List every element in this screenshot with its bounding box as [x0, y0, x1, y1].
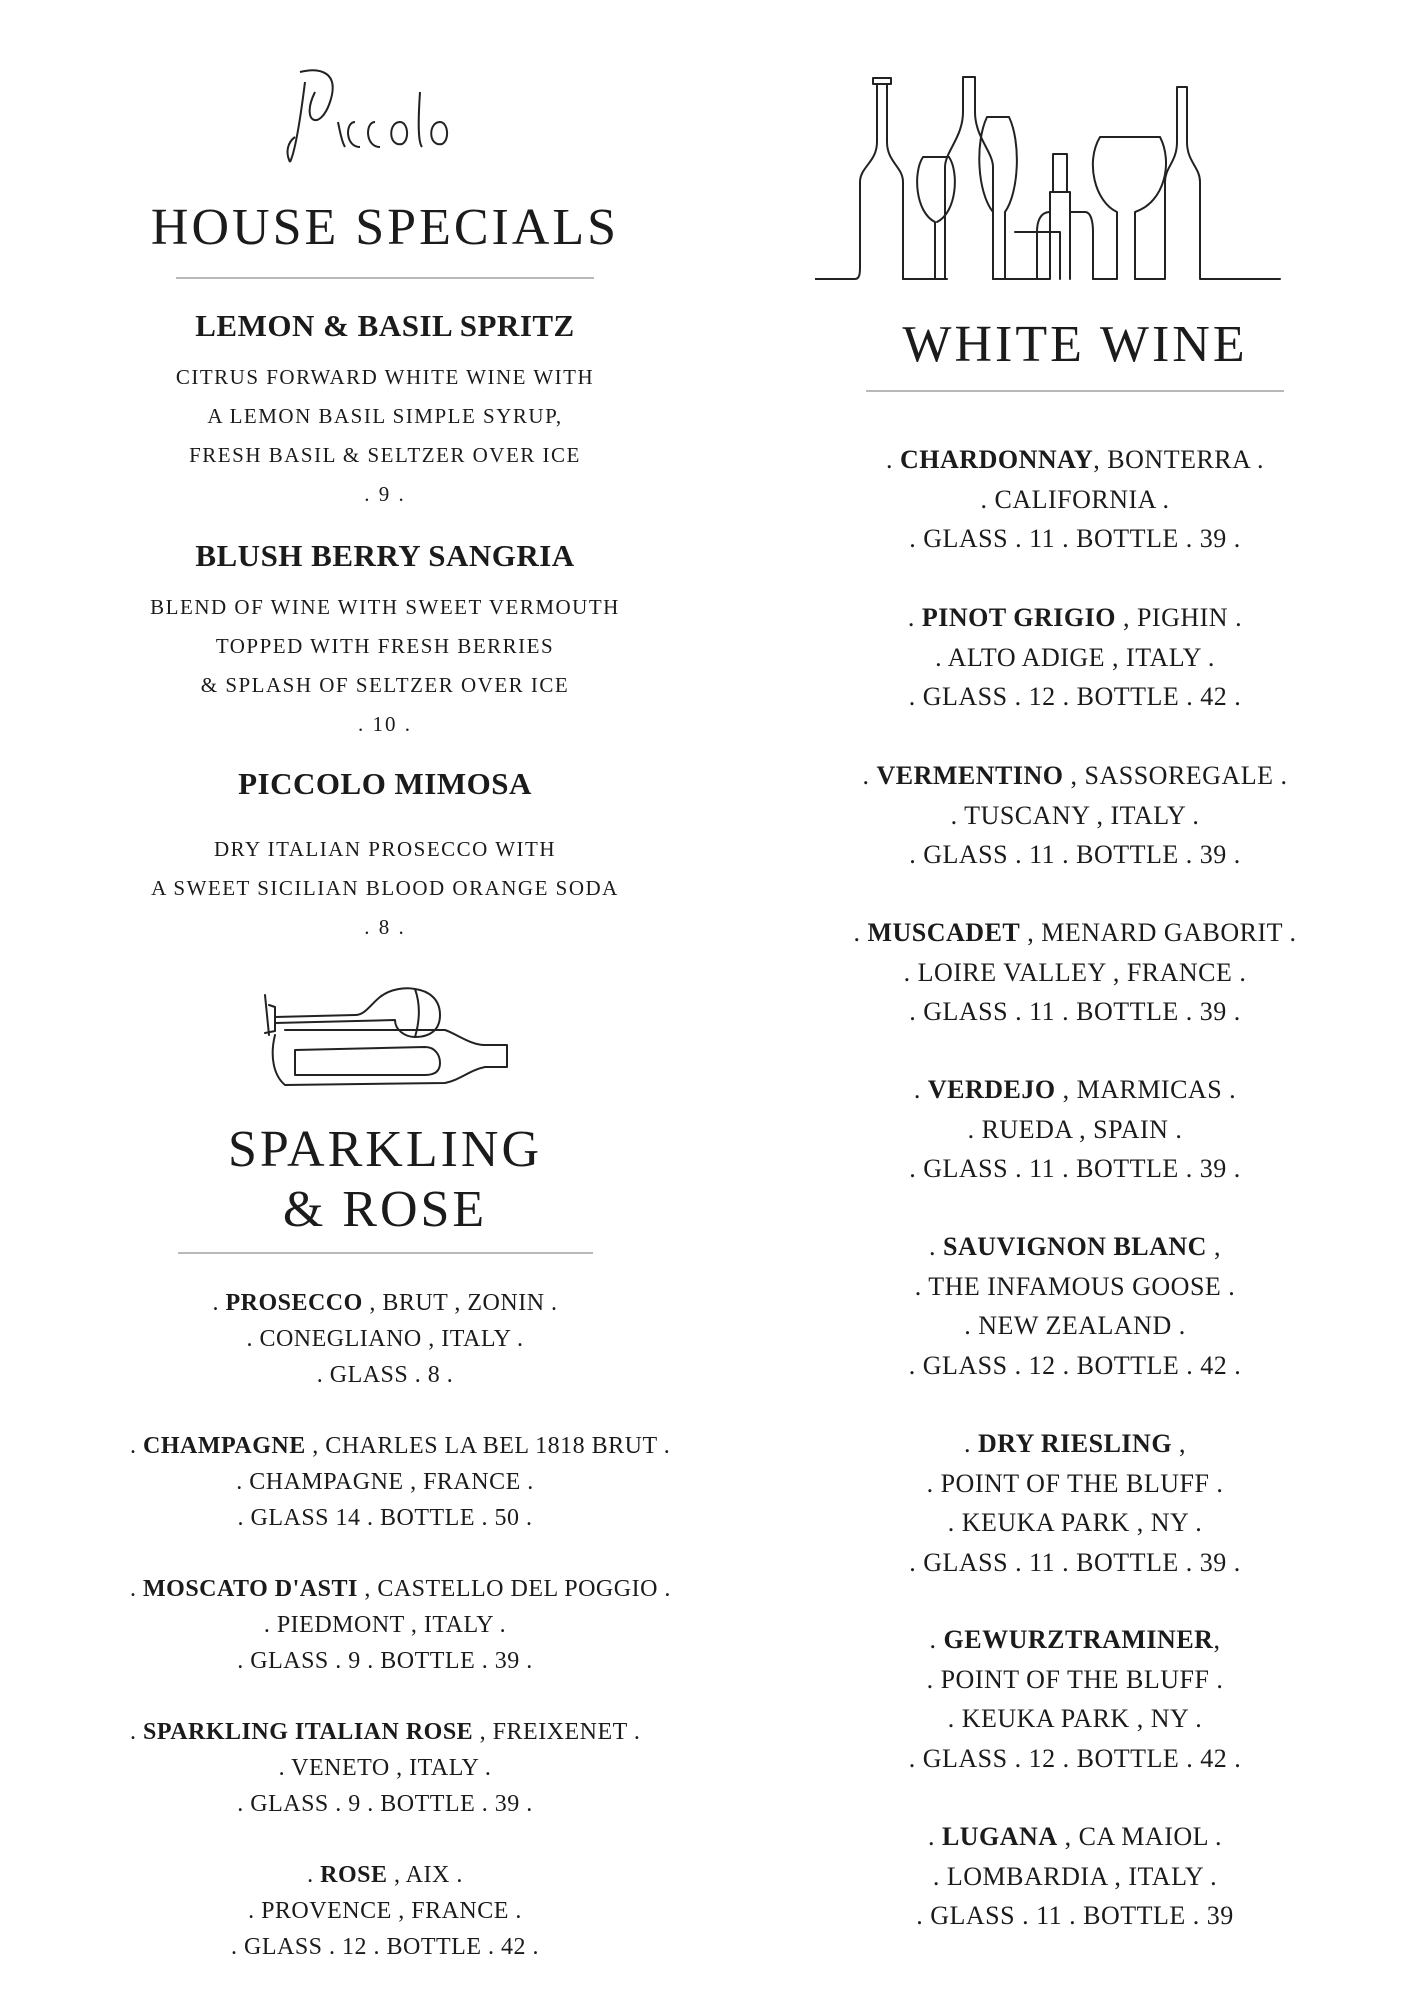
white-wine-item: [830, 1070, 1320, 1189]
sparkling-title-line1: SPARKLING: [227, 1121, 543, 1178]
special-name: BLUSH BERRY SANGRIA: [195, 538, 575, 573]
special-price: . 10 .: [358, 712, 412, 736]
wine-name: VERMENTINO: [876, 761, 1064, 790]
special-desc-line: BLEND OF WINE WITH SWEET VERMOUTH: [150, 595, 620, 619]
sparkling-item: [130, 1714, 640, 1822]
wine-name: SPARKLING ITALIAN ROSE: [143, 1719, 474, 1745]
wine-title-line: . GEWURZTRAMINER,: [929, 1625, 1221, 1654]
wine-region: . CONEGLIANO , ITALY .: [246, 1326, 524, 1352]
wine-price: . GLASS . 11 . BOTTLE . 39 .: [909, 1547, 1241, 1577]
wine-name: PROSECCO: [225, 1290, 363, 1316]
sparkling-item: [130, 1571, 671, 1679]
wine-detail: . KEUKA PARK , NY .: [947, 1508, 1203, 1537]
special-name: LEMON & BASIL SPRITZ: [195, 308, 575, 343]
wine-title-line: . VERDEJO , MARMICAS .: [913, 1075, 1237, 1104]
wine-name: MUSCADET: [867, 918, 1021, 947]
wine-detail: . POINT OF THE BLUFF .: [926, 1468, 1224, 1498]
special-item: [130, 308, 640, 514]
sparkling-item: [130, 1285, 640, 1393]
sparkling-item: [130, 1857, 640, 1965]
wine-name: LUGANA: [941, 1822, 1058, 1851]
white-wine-item: [830, 1424, 1320, 1582]
wine-title-line: . DRY RIESLING ,: [963, 1429, 1187, 1458]
wine-price: . GLASS . 12 . BOTTLE . 42 .: [908, 1743, 1242, 1773]
wine-title-line: . SPARKLING ITALIAN ROSE , FREIXENET .: [130, 1719, 641, 1745]
wine-price: . GLASS . 11 . BOTTLE . 39 .: [909, 1154, 1241, 1183]
special-desc-line: A SWEET SICILIAN BLOOD ORANGE SODA: [151, 876, 619, 900]
wine-price: . GLASS . 11 . BOTTLE . 39 .: [909, 997, 1241, 1026]
wine-price: . GLASS . 9 . BOTTLE . 39 .: [237, 1648, 533, 1674]
special-desc-line: A LEMON BASIL SIMPLE SYRUP,: [207, 404, 563, 428]
wine-region: . PIEDMONT , ITALY .: [263, 1612, 507, 1638]
white-wine-item: [830, 913, 1320, 1032]
wine-detail: . KEUKA PARK , NY .: [947, 1704, 1203, 1733]
special-price: . 8 .: [364, 915, 406, 939]
wine-title-line: . ROSE , AIX .: [307, 1862, 463, 1888]
wine-price: . GLASS . 12 . BOTTLE . 42 .: [231, 1934, 539, 1960]
wine-name: PINOT GRIGIO: [921, 603, 1116, 632]
brand-logo: [130, 62, 640, 195]
wine-price: . GLASS 14 . BOTTLE . 50 .: [237, 1505, 533, 1531]
special-name: PICCOLO MIMOSA: [238, 766, 532, 801]
divider: [866, 390, 1284, 392]
wine-price: . GLASS . 11 . BOTTLE . 39 .: [909, 840, 1241, 869]
wine-region: . CHAMPAGNE , FRANCE .: [236, 1469, 534, 1495]
white-wine-item: [830, 440, 1320, 559]
wine-name: VERDEJO: [927, 1075, 1056, 1104]
white-wine-item: [830, 598, 1320, 717]
wine-name: CHAMPAGNE: [143, 1433, 306, 1459]
white-wine-item: [830, 756, 1320, 875]
white-wine-item: [830, 1817, 1320, 1936]
wine-name: SAUVIGNON BLANC: [943, 1232, 1207, 1261]
wine-region: . PROVENCE , FRANCE .: [248, 1898, 522, 1924]
bottle-glass-illustration-icon: [245, 975, 525, 1105]
special-desc-line: CITRUS FORWARD WHITE WINE WITH: [175, 365, 595, 389]
wine-price: . GLASS . 11 . BOTTLE . 39 .: [909, 524, 1241, 553]
wine-price: . GLASS . 8 .: [316, 1362, 454, 1388]
special-item: [130, 538, 640, 744]
wine-title-line: . LUGANA , CA MAIOL .: [927, 1822, 1223, 1851]
wine-bottles-illustration-icon: [815, 72, 1285, 287]
divider: [176, 277, 594, 279]
wine-detail: . ALTO ADIGE , ITALY .: [935, 642, 1215, 672]
special-desc-line: DRY ITALIAN PROSECCO WITH: [213, 837, 557, 861]
wine-price: . GLASS . 12 . BOTTLE . 42 .: [908, 1350, 1242, 1380]
wine-detail: . RUEDA , SPAIN .: [967, 1114, 1183, 1144]
wine-name: CHARDONNAY: [900, 445, 1094, 474]
wine-detail: . LOMBARDIA , ITALY .: [932, 1861, 1218, 1891]
wine-detail: . TUSCANY , ITALY .: [950, 800, 1200, 830]
white-wine-title: WHITE WINE: [902, 316, 1248, 373]
wine-detail: . CALIFORNIA .: [980, 484, 1170, 514]
wine-title-line: . VERMENTINO , SASSOREGALE .: [862, 761, 1288, 790]
wine-price: . GLASS . 12 . BOTTLE . 42 .: [908, 682, 1242, 711]
sparkling-title-line2: & ROSE: [282, 1181, 488, 1238]
wine-name: GEWURZTRAMINER: [943, 1625, 1214, 1654]
wine-title-line: . PINOT GRIGIO , PIGHIN .: [907, 603, 1243, 632]
special-desc-line: FRESH BASIL & SELTZER OVER ICE: [189, 443, 581, 467]
wine-detail: . LOIRE VALLEY , FRANCE .: [903, 957, 1247, 987]
special-desc-line: & SPLASH OF SELTZER OVER ICE: [200, 673, 570, 697]
special-desc-line: TOPPED WITH FRESH BERRIES: [215, 634, 555, 658]
wine-region: . VENETO , ITALY .: [278, 1755, 492, 1781]
wine-price: . GLASS . 11 . BOTTLE . 39: [916, 1901, 1234, 1930]
wine-title-line: . SAUVIGNON BLANC ,: [929, 1232, 1221, 1261]
white-wine-item: [830, 1227, 1320, 1385]
wine-title-line: . MOSCATO D'ASTI , CASTELLO DEL POGGIO .: [130, 1576, 671, 1602]
sparkling-item: [130, 1428, 671, 1536]
wine-title-line: . PROSECCO , BRUT , ZONIN .: [212, 1290, 558, 1316]
wine-name: ROSE: [320, 1862, 388, 1888]
wine-title-line: . CHARDONNAY, BONTERRA .: [886, 445, 1264, 474]
divider: [178, 1252, 593, 1254]
wine-detail: . POINT OF THE BLUFF .: [926, 1664, 1224, 1694]
wine-detail: . THE INFAMOUS GOOSE .: [914, 1271, 1236, 1301]
special-price: . 9 .: [364, 482, 406, 506]
wine-name: MOSCATO D'ASTI: [143, 1576, 358, 1602]
wine-detail: . NEW ZEALAND .: [964, 1311, 1186, 1340]
wine-price: . GLASS . 9 . BOTTLE . 39 .: [237, 1791, 533, 1817]
wine-title-line: . CHAMPAGNE , CHARLES LA BEL 1818 BRUT .: [130, 1433, 671, 1459]
wine-name: DRY RIESLING: [977, 1429, 1173, 1458]
white-wine-item: [830, 1620, 1320, 1778]
piccolo-logo-icon: [260, 62, 510, 172]
house-specials-title: HOUSE SPECIALS: [150, 199, 620, 256]
special-item: [130, 766, 640, 947]
wine-title-line: . MUSCADET , MENARD GABORIT .: [853, 918, 1297, 947]
